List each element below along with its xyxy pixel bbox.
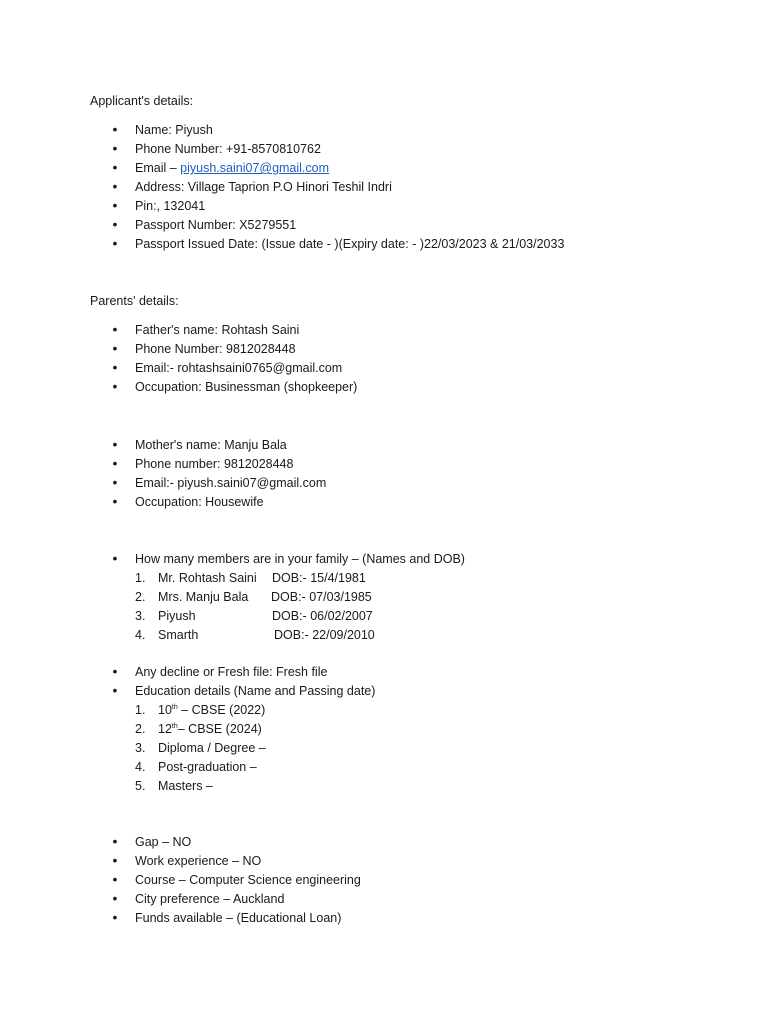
education-number: 4. [135, 760, 146, 774]
bullet: • [112, 359, 118, 375]
bullet: • [112, 121, 118, 137]
bullet: • [112, 197, 118, 213]
family-member-name: Smarth [158, 628, 199, 642]
bullet: • [112, 493, 118, 509]
bullet: • [112, 833, 118, 849]
bullet: • [112, 852, 118, 868]
parents-heading: Parents' details: [90, 294, 179, 308]
family-member-name: Mr. Rohtash Saini [158, 571, 257, 585]
applicant-name: Name: Piyush [135, 123, 213, 137]
city-preference: City preference – Auckland [135, 892, 285, 906]
family-question: How many members are in your family – (Names and DOB) [135, 552, 465, 566]
family-member-number: 2. [135, 590, 146, 604]
applicant-heading: Applicant's details: [90, 94, 194, 108]
passport-dates: Passport Issued Date: (Issue date - )(Expiry date: - )22/03/2023 & 21/03/2033 [135, 237, 565, 251]
education-number: 5. [135, 779, 146, 793]
education-number: 1. [135, 703, 146, 717]
family-member-number: 1. [135, 571, 146, 585]
education-number: 2. [135, 722, 146, 736]
family-member-dob: DOB:- 07/03/1985 [271, 590, 372, 604]
decline-or-fresh: Any decline or Fresh file: Fresh file [135, 665, 328, 679]
passport-number: Passport Number: X5279551 [135, 218, 297, 232]
father-email: Email:- rohtashsaini0765@gmail.com [135, 361, 343, 375]
mother-email: Email:- piyush.saini07@gmail.com [135, 476, 327, 490]
bullet: • [112, 216, 118, 232]
bullet: • [112, 340, 118, 356]
bullet: • [112, 235, 118, 251]
family-member-name: Piyush [158, 609, 196, 623]
education-item: Diploma / Degree – [158, 741, 266, 755]
email-link[interactable]: piyush.saini07@gmail.com [180, 161, 330, 175]
family-member-dob: DOB:- 22/09/2010 [274, 628, 375, 642]
email-label: Email – [135, 161, 181, 175]
mother-name: Mother's name: Manju Bala [135, 438, 287, 452]
bullet: • [112, 321, 118, 337]
family-member-number: 4. [135, 628, 146, 642]
applicant-pin: Pin:, 132041 [135, 199, 206, 213]
education-item: Post-graduation – [158, 760, 257, 774]
education-item: Masters – [158, 779, 213, 793]
education-number: 3. [135, 741, 146, 755]
father-name: Father's name: Rohtash Saini [135, 323, 300, 337]
father-phone: Phone Number: 9812028448 [135, 342, 296, 356]
course: Course – Computer Science engineering [135, 873, 361, 887]
bullet: • [112, 455, 118, 471]
bullet: • [112, 378, 118, 394]
applicant-address: Address: Village Taprion P.O Hinori Teshil Indri [135, 180, 392, 194]
family-member-dob: DOB:- 15/4/1981 [272, 571, 366, 585]
mother-phone: Phone number: 9812028448 [135, 457, 294, 471]
bullet: • [112, 159, 118, 175]
bullet: • [112, 140, 118, 156]
bullet: • [112, 474, 118, 490]
bullet: • [112, 909, 118, 925]
bullet: • [112, 550, 118, 566]
family-member-number: 3. [135, 609, 146, 623]
applicant-phone: Phone Number: +91-8570810762 [135, 142, 321, 156]
father-occupation: Occupation: Businessman (shopkeeper) [135, 380, 358, 394]
funds-available: Funds available – (Educational Loan) [135, 911, 342, 925]
bullet: • [112, 682, 118, 698]
education-item: 12th– CBSE (2024) [158, 722, 262, 736]
mother-occupation: Occupation: Housewife [135, 495, 264, 509]
family-member-name: Mrs. Manju Bala [158, 590, 249, 604]
applicant-email [135, 161, 329, 175]
work-experience: Work experience – NO [135, 854, 262, 868]
education-item: 10th – CBSE (2022) [158, 703, 266, 717]
bullet: • [112, 178, 118, 194]
bullet: • [112, 890, 118, 906]
bullet: • [112, 871, 118, 887]
bullet: • [112, 663, 118, 679]
bullet: • [112, 436, 118, 452]
education-heading: Education details (Name and Passing date) [135, 684, 376, 698]
gap: Gap – NO [135, 835, 192, 849]
family-member-dob: DOB:- 06/02/2007 [272, 609, 373, 623]
